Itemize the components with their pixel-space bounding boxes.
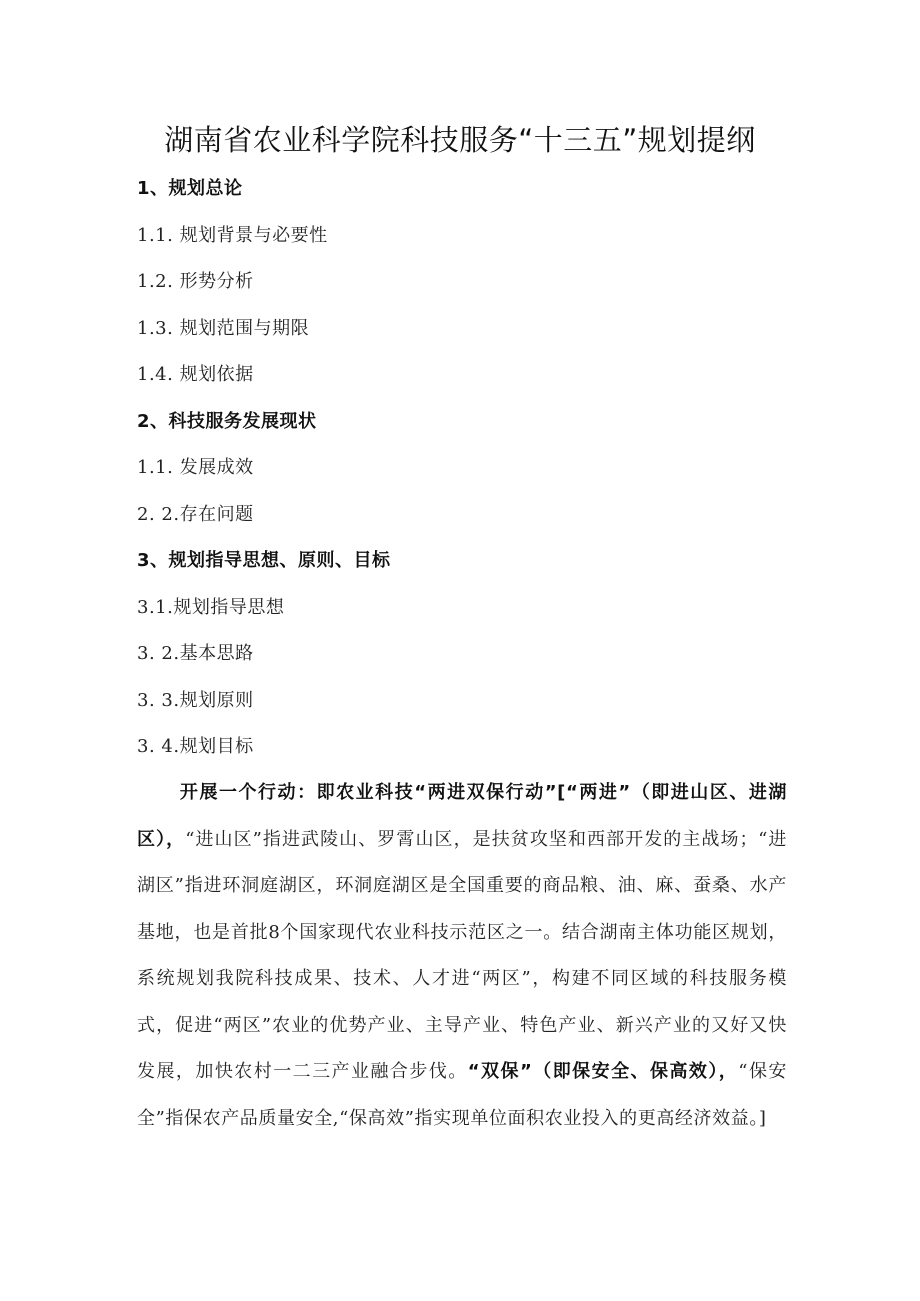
outline-list (137, 166, 797, 771)
outline-item: 1.1. 发展成效 (137, 457, 254, 478)
outline-item: 3. 4.规划目标 (137, 736, 254, 757)
outline-item: 3.1.规划指导思想 (137, 596, 285, 618)
outline-heading: 3、规划指导思想、原则、目标 (137, 550, 391, 571)
outline-item: 2. 2.存在问题 (137, 503, 254, 525)
paragraph-text-end: “保安全”指保农产品质量安全,“保高效”指实现单位面积农业投入的更高经济效益。] (137, 1061, 787, 1129)
paragraph-bold-mid: “双保”（即保安全、保高效）， (467, 1061, 739, 1082)
outline-heading: 2、科技服务发展现状 (137, 410, 317, 432)
paragraph-text: “进山区”指进武陵山、罗霄山区，是扶贫攻坚和西部开发的主战场；“进湖区”指进环洞庭湖区，环洞庭湖区是全国重要的商品粮、油、麻、蚕桑、水产基地，也是首批8个国家现代农业科技示范区之一。结合湖南主体功能区规划，系统规划我院科技成果、技术、人才进“两区”，构建不同区域的科技服务模式，促进“两区”农业的优势产业、主导产业、特色产业、新兴产业的又好又快发展，加快农村一二三产业融合步伐。 (137, 828, 787, 1082)
body-paragraph (137, 770, 787, 1142)
outline-item: 1.1. 规划背景与必要性 (137, 224, 328, 246)
document-title: 湖南省农业科学院科技服务“十三五”规划提纲 (164, 123, 756, 157)
paragraph-bold-lead: 开展一个行动：即农业科技“两进双保行动”[“两进”（即进山区、进湖区）， (137, 782, 787, 850)
outline-item: 3. 3.规划原则 (137, 689, 254, 711)
outline-item: 1.3. 规划范围与期限 (137, 317, 310, 339)
outline-item: 1.2. 形势分析 (137, 271, 254, 292)
outline-item: 1.4. 规划依据 (137, 364, 254, 385)
outline-item: 3. 2.基本思路 (137, 643, 254, 664)
outline-heading: 1、规划总论 (137, 178, 243, 199)
